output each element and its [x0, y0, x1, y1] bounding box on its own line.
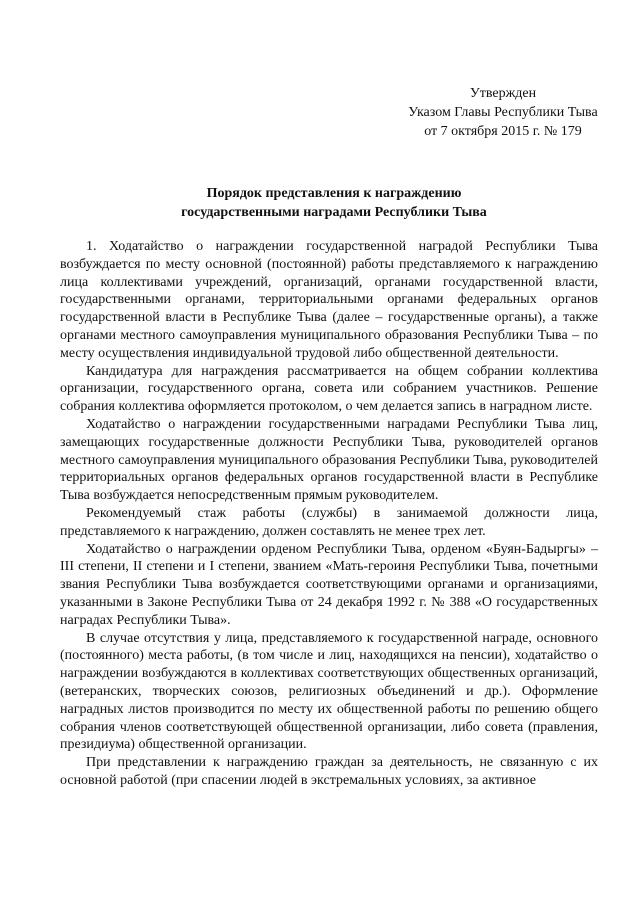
approval-line-approved: Утвержден	[469, 86, 537, 101]
paragraph-3: Ходатайство о награждении государственными наградами Республики Тыва лиц, замещающих государственные должности Республики Тыва, руководителей органов местного самоуправления муниципального образования Республики Тыва, руководителей территориальных органов федеральных органов государственной власти в Республике Тыва возбуждается непосредственным прямым руководителем.	[60, 416, 598, 504]
paragraph-5: Ходатайство о награждении орденом Республики Тыва, орденом «Буян-Бадыргы» – III степени, II степени и I степени, званием «Мать-героиня Республики Тыва, почетными звания Республики Тыва возбуждается соответствующими органами и организациями, указанными в Законе Республики Тыва от 24 декабря 1992 г. № 388 «О государственных наградах Республики Тыва».	[60, 541, 598, 628]
document-body	[60, 238, 598, 790]
approval-line-decree: Указом Главы Республики Тыва	[408, 105, 598, 120]
approval-line-date: от 7 октября 2015 г. № 179	[424, 124, 582, 139]
document-title-line-1: Порядок представления к награждению	[206, 186, 462, 201]
paragraph-4: Рекомендуемый стаж работы (службы) в занимаемой должности лица, представляемого к награждению, должен составлять не менее трех лет.	[60, 505, 598, 539]
paragraph-1: 1. Ходатайство о награждении государственной наградой Республики Тыва возбуждается по месту основной (постоянной) работы представляемого к награждению лица коллективами учреждений, организаций, органами государственной власти, государственными органами, территориальными органами федеральных органов государственной власти в Республике Тыва (далее – государственные органы), а также органами местного самоуправления муниципального образования Республики Тыва – по месту осуществления индивидуальной трудовой либо общественной деятельности.	[60, 239, 598, 361]
paragraph-2: Кандидатура для награждения рассматривается на общем собрании коллектива организации, государственного органа, совета или собранием участников. Решение собрания коллектива оформляется протоколом, о чем делается запись в наградном листе.	[60, 363, 598, 415]
document-title-line-2: государственными наградами Республики Тыва	[181, 205, 487, 220]
document-title	[60, 184, 608, 222]
paragraph-6: В случае отсутствия у лица, представляемого к государственной награде, основного (постоянного) места работы, (в том числе и лиц, находящихся на пенсии), ходатайство о награждении возбуждаются в коллективах соответствующих общественных организаций, (ветеранских, творческих союзов, религиозных объединений и др.). Оформление наградных листов производится по месту их общественной работы по решению общего собрания членов соответствующей общественной организации, либо совета (правления, президиума) общественной организации.	[60, 630, 598, 753]
paragraph-7: При представлении к награждению граждан за деятельность, не связанную с их основной работой (при спасении людей в экстремальных условиях, за активное	[60, 755, 598, 788]
approval-stamp	[378, 84, 628, 141]
